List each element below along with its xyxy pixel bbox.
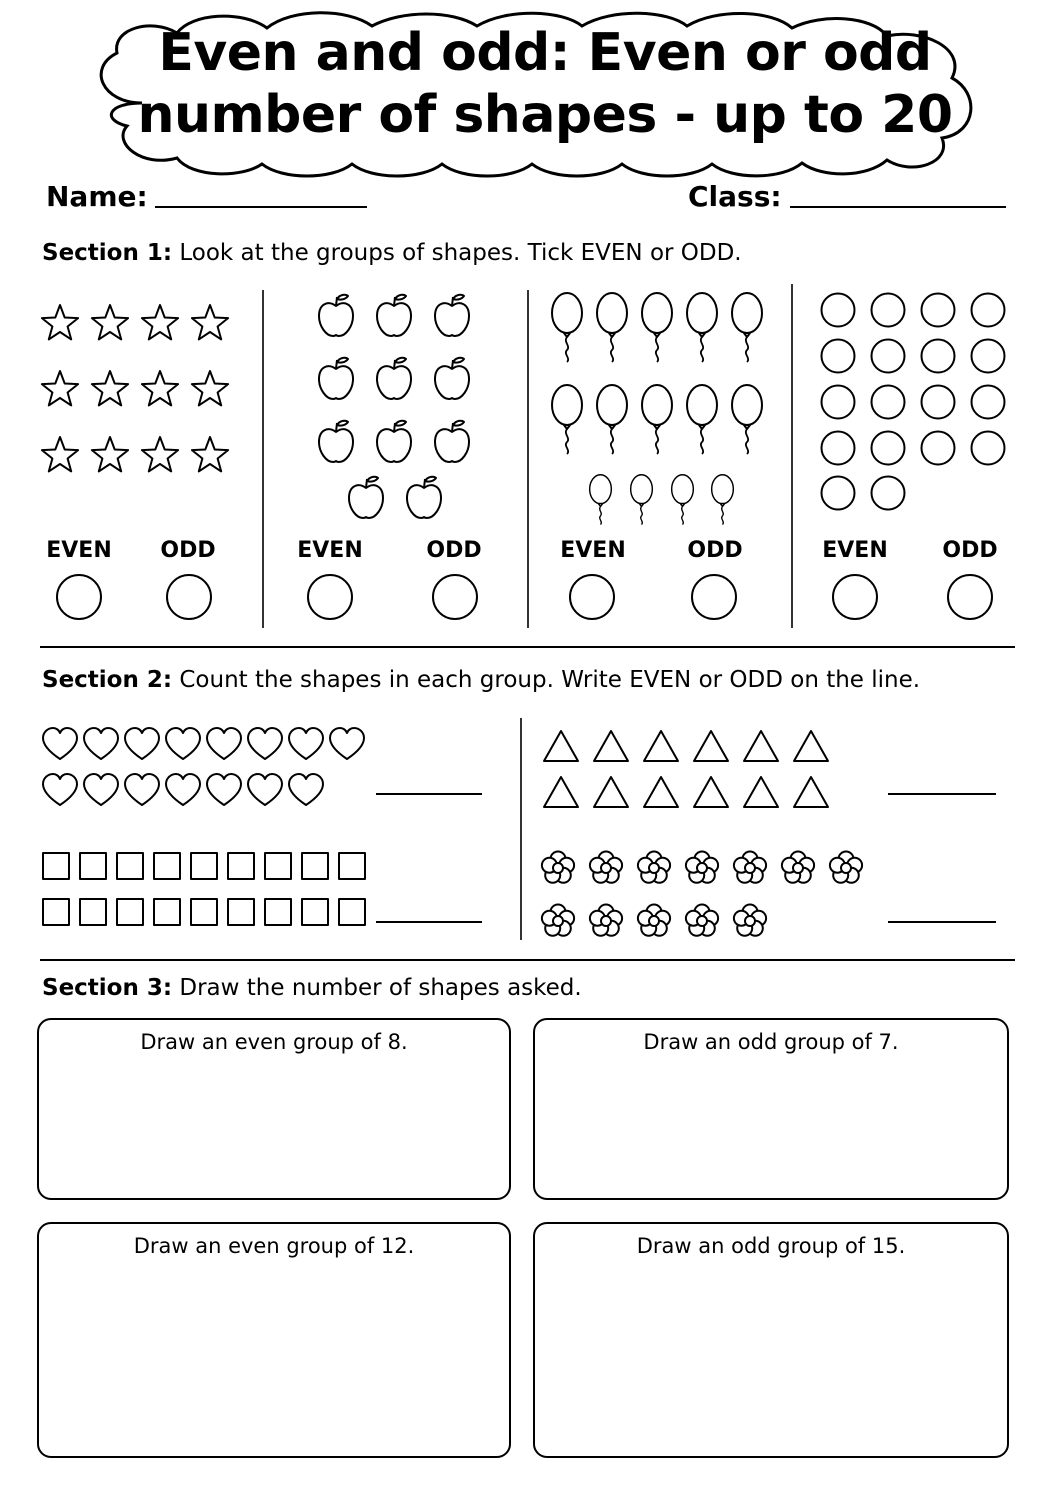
hearts-heart-icon: [247, 773, 283, 806]
triangles-triangle-icon: [593, 729, 629, 763]
hearts-heart-icon: [206, 727, 242, 760]
flowers-flower-icon: [684, 903, 720, 939]
section-3-label: Section 3:: [42, 975, 173, 1001]
flowers-flower-icon: [636, 903, 672, 939]
group-4-circle-icon: [920, 430, 956, 466]
draw-box-even-12[interactable]: [37, 1222, 511, 1458]
group-4-circle-icon: [970, 430, 1006, 466]
section-1-heading: [42, 240, 742, 266]
group-1-star-icon: [190, 436, 230, 476]
squares-square-icon: [153, 898, 181, 926]
triangles-triangle-icon: [793, 729, 829, 763]
hearts-heart-icon: [124, 773, 160, 806]
group-2-even-label: EVEN: [297, 538, 363, 563]
triangles-triangle-icon: [643, 775, 679, 809]
group-3-even-tick-circle[interactable]: [569, 574, 615, 620]
title-line-2: number of shapes - up to 20: [137, 85, 953, 145]
squares-square-icon: [301, 852, 329, 880]
hearts-heart-icon: [329, 727, 365, 760]
group-1-star-icon: [90, 436, 130, 476]
group-4-circle-icon: [820, 475, 856, 511]
hearts-heart-icon: [165, 727, 201, 760]
group-2-apple-icon: [374, 418, 414, 466]
group-3-balloon-icon: [686, 384, 718, 456]
group-4-even-tick-circle[interactable]: [832, 574, 878, 620]
group-4-circle-icon: [870, 292, 906, 328]
group-2-apple-icon: [316, 292, 356, 340]
group-4-circle-icon: [820, 384, 856, 420]
group-4-circle-icon: [970, 384, 1006, 420]
group-1-star-icon: [40, 304, 80, 344]
squares-square-icon: [338, 898, 366, 926]
squares-square-icon: [116, 852, 144, 880]
hearts-heart-icon: [165, 773, 201, 806]
draw-box-even-8[interactable]: [37, 1018, 511, 1200]
group-4-circle-icon: [920, 338, 956, 374]
group-1-star-icon: [40, 370, 80, 410]
title-line-1: Even and odd: Even or odd: [158, 23, 932, 83]
flowers-flower-icon: [540, 903, 576, 939]
flowers-answer-line[interactable]: [888, 921, 996, 923]
triangles-triangle-icon: [593, 775, 629, 809]
draw-box-odd-15[interactable]: [533, 1222, 1009, 1458]
group-2-apple-icon: [432, 292, 472, 340]
group-2-apple-icon: [316, 418, 356, 466]
group-3-balloon-icon: [667, 474, 698, 526]
hearts-answer-line[interactable]: [376, 793, 482, 795]
group-2-apple-icon: [374, 355, 414, 403]
name-label: Name:: [46, 180, 148, 213]
section-1-divider-1: [262, 290, 264, 628]
flowers-flower-icon: [588, 903, 624, 939]
group-4-circle-icon: [820, 338, 856, 374]
group-3-balloon-icon: [585, 474, 616, 526]
group-1-star-icon: [140, 304, 180, 344]
group-4-circle-icon: [820, 292, 856, 328]
draw-box-prompt: Draw an even group of 12.: [133, 1234, 415, 1258]
triangles-triangle-icon: [543, 775, 579, 809]
triangles-triangle-icon: [743, 729, 779, 763]
group-2-apple-icon: [346, 474, 386, 522]
squares-square-icon: [264, 898, 292, 926]
group-1-even-tick-circle[interactable]: [56, 574, 102, 620]
section-2-label: Section 2:: [42, 667, 173, 693]
triangles-triangle-icon: [743, 775, 779, 809]
hearts-heart-icon: [42, 773, 78, 806]
group-2-apple-icon: [374, 292, 414, 340]
section-2-bottom-rule: [40, 959, 1015, 961]
class-label: Class:: [688, 180, 782, 213]
flowers-flower-icon: [732, 903, 768, 939]
draw-box-prompt: Draw an even group of 8.: [140, 1030, 408, 1054]
flowers-flower-icon: [732, 850, 768, 886]
group-2-apple-icon: [404, 474, 444, 522]
hearts-heart-icon: [42, 727, 78, 760]
flowers-flower-icon: [540, 850, 576, 886]
hearts-heart-icon: [288, 773, 324, 806]
group-3-balloon-icon: [551, 292, 583, 364]
draw-box-prompt: Draw an odd group of 7.: [643, 1030, 899, 1054]
squares-square-icon: [338, 852, 366, 880]
group-3-balloon-icon: [596, 384, 628, 456]
flowers-flower-icon: [828, 850, 864, 886]
section-1-bottom-rule: [40, 646, 1015, 648]
group-4-odd-tick-circle[interactable]: [947, 574, 993, 620]
squares-square-icon: [79, 852, 107, 880]
group-1-star-icon: [140, 436, 180, 476]
flowers-flower-icon: [588, 850, 624, 886]
group-3-balloon-icon: [641, 292, 673, 364]
squares-square-icon: [79, 898, 107, 926]
group-3-odd-label: ODD: [687, 538, 743, 563]
worksheet-title: [100, 22, 990, 146]
section-1-label: Section 1:: [42, 240, 173, 266]
draw-box-odd-7[interactable]: [533, 1018, 1009, 1200]
section-1-instructions: Look at the groups of shapes. Tick EVEN or ODD.: [179, 240, 742, 266]
section-1-divider-3: [791, 284, 793, 628]
group-2-apple-icon: [432, 418, 472, 466]
flowers-flower-icon: [636, 850, 672, 886]
group-4-circle-icon: [870, 384, 906, 420]
group-1-odd-tick-circle[interactable]: [166, 574, 212, 620]
triangles-answer-line[interactable]: [888, 793, 996, 795]
triangles-triangle-icon: [643, 729, 679, 763]
group-3-balloon-icon: [641, 384, 673, 456]
group-4-odd-label: ODD: [942, 538, 998, 563]
group-3-balloon-icon: [707, 474, 738, 526]
group-3-even-label: EVEN: [560, 538, 626, 563]
group-1-star-icon: [90, 370, 130, 410]
group-2-odd-label: ODD: [426, 538, 482, 563]
hearts-heart-icon: [288, 727, 324, 760]
group-2-even-tick-circle[interactable]: [307, 574, 353, 620]
triangles-triangle-icon: [793, 775, 829, 809]
hearts-heart-icon: [124, 727, 160, 760]
group-4-circle-icon: [870, 430, 906, 466]
section-3-heading: [42, 975, 582, 1001]
section-2-divider: [520, 718, 522, 940]
squares-square-icon: [42, 898, 70, 926]
hearts-heart-icon: [206, 773, 242, 806]
group-1-star-icon: [190, 370, 230, 410]
group-1-star-icon: [140, 370, 180, 410]
group-4-even-label: EVEN: [822, 538, 888, 563]
squares-square-icon: [190, 852, 218, 880]
squares-answer-line[interactable]: [376, 921, 482, 923]
group-4-circle-icon: [920, 384, 956, 420]
group-4-circle-icon: [820, 430, 856, 466]
draw-box-prompt: Draw an odd group of 15.: [636, 1234, 906, 1258]
section-1-divider-2: [527, 290, 529, 628]
squares-square-icon: [190, 898, 218, 926]
group-1-star-icon: [40, 436, 80, 476]
hearts-heart-icon: [83, 773, 119, 806]
triangles-triangle-icon: [693, 775, 729, 809]
group-3-balloon-icon: [731, 292, 763, 364]
group-4-circle-icon: [970, 338, 1006, 374]
group-3-balloon-icon: [731, 384, 763, 456]
name-field[interactable]: [155, 206, 367, 208]
squares-square-icon: [227, 898, 255, 926]
group-4-circle-icon: [870, 475, 906, 511]
triangles-triangle-icon: [693, 729, 729, 763]
group-1-odd-label: ODD: [160, 538, 216, 563]
group-3-balloon-icon: [551, 384, 583, 456]
group-3-balloon-icon: [596, 292, 628, 364]
flowers-flower-icon: [684, 850, 720, 886]
section-2-instructions: Count the shapes in each group. Write EVEN or ODD on the line.: [179, 667, 921, 693]
group-2-apple-icon: [432, 355, 472, 403]
group-1-even-label: EVEN: [46, 538, 112, 563]
group-2-odd-tick-circle[interactable]: [432, 574, 478, 620]
group-1-star-icon: [190, 304, 230, 344]
hearts-heart-icon: [83, 727, 119, 760]
squares-square-icon: [227, 852, 255, 880]
group-4-circle-icon: [920, 292, 956, 328]
triangles-triangle-icon: [543, 729, 579, 763]
group-2-apple-icon: [316, 355, 356, 403]
section-3-instructions: Draw the number of shapes asked.: [179, 975, 582, 1001]
group-3-balloon-icon: [626, 474, 657, 526]
squares-square-icon: [116, 898, 144, 926]
squares-square-icon: [264, 852, 292, 880]
group-4-circle-icon: [870, 338, 906, 374]
class-field[interactable]: [790, 206, 1006, 208]
group-4-circle-icon: [970, 292, 1006, 328]
flowers-flower-icon: [780, 850, 816, 886]
section-2-heading: [42, 667, 920, 693]
group-3-odd-tick-circle[interactable]: [691, 574, 737, 620]
group-1-star-icon: [90, 304, 130, 344]
squares-square-icon: [153, 852, 181, 880]
squares-square-icon: [42, 852, 70, 880]
hearts-heart-icon: [247, 727, 283, 760]
squares-square-icon: [301, 898, 329, 926]
group-3-balloon-icon: [686, 292, 718, 364]
